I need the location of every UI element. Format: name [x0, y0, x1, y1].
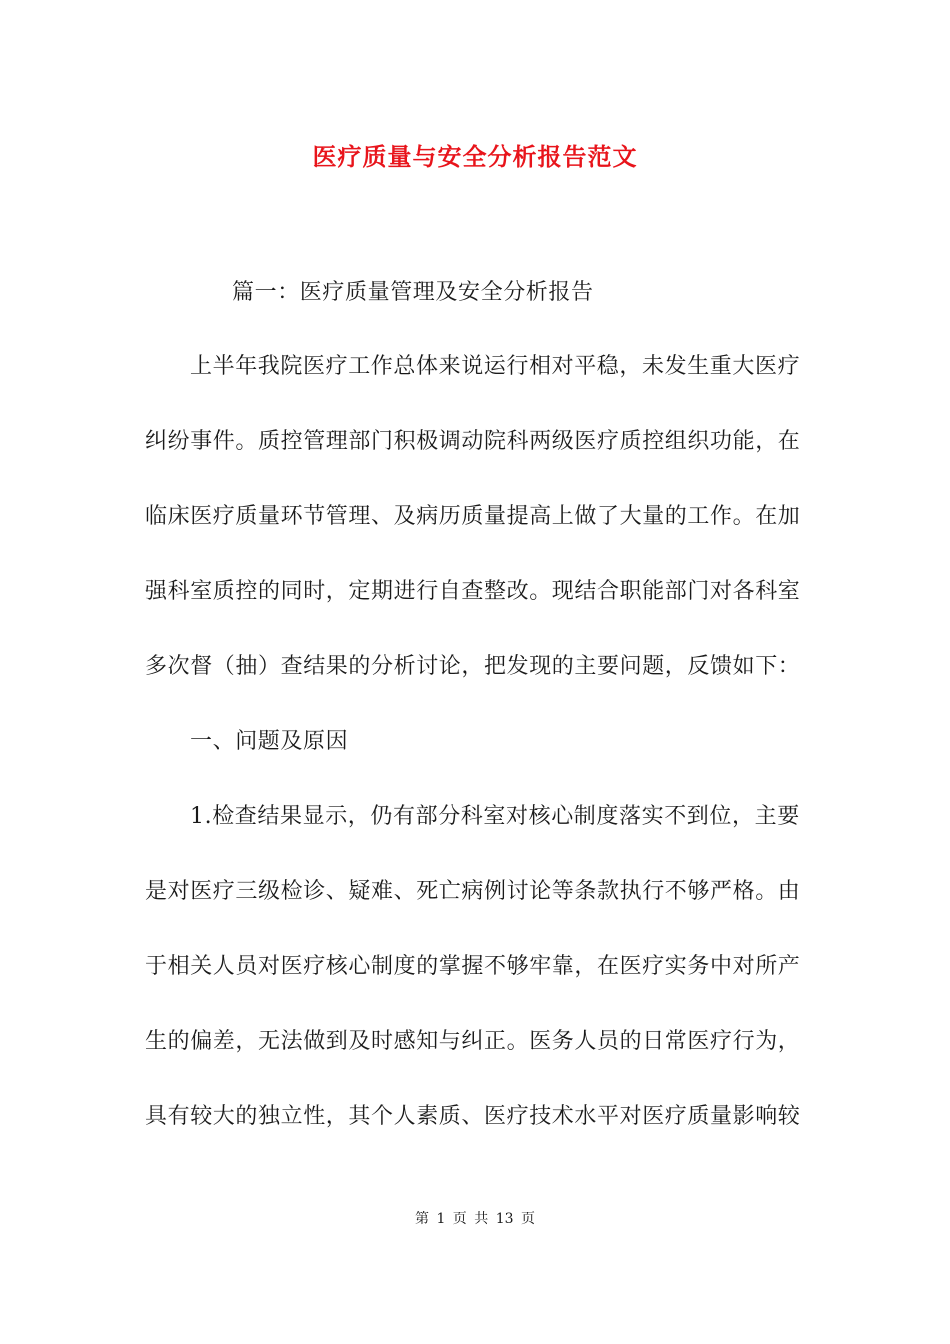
paragraph-line: 是对医疗三级检诊、疑难、死亡病例讨论等条款执行不够严格。由 — [145, 879, 801, 904]
paragraph-line: 临床医疗质量环节管理、及病历质量提高上做了大量的工作。在加 — [145, 504, 801, 529]
paragraph-line: 具有较大的独立性，其个人素质、医疗技术水平对医疗质量影响较 — [145, 1104, 801, 1129]
paragraph-line: 纠纷事件。质控管理部门积极调动院科两级医疗质控组织功能，在 — [145, 429, 801, 454]
paragraph-line: 1.检查结果显示，仍有部分科室对核心制度落实不到位，主要 — [190, 804, 800, 829]
paragraph-line: 上半年我院医疗工作总体来说运行相对平稳，未发生重大医疗 — [190, 354, 801, 379]
subsection-heading: 一、问题及原因 — [190, 729, 349, 754]
paragraph-line: 于相关人员对医疗核心制度的掌握不够牢靠，在医疗实务中对所产 — [145, 954, 801, 979]
section-heading: 篇一：医疗质量管理及安全分析报告 — [232, 280, 594, 305]
paragraph-line: 生的偏差，无法做到及时感知与纠正。医务人员的日常医疗行为， — [145, 1029, 801, 1054]
paragraph-line: 多次督（抽）查结果的分析讨论，把发现的主要问题，反馈如下： — [145, 654, 801, 679]
document-title: 医疗质量与安全分析报告范文 — [312, 142, 638, 171]
page-number-footer: 第 1 页 共 13 页 — [415, 1211, 535, 1227]
paragraph-line: 强科室质控的同时，定期进行自查整改。现结合职能部门对各科室 — [145, 579, 801, 604]
